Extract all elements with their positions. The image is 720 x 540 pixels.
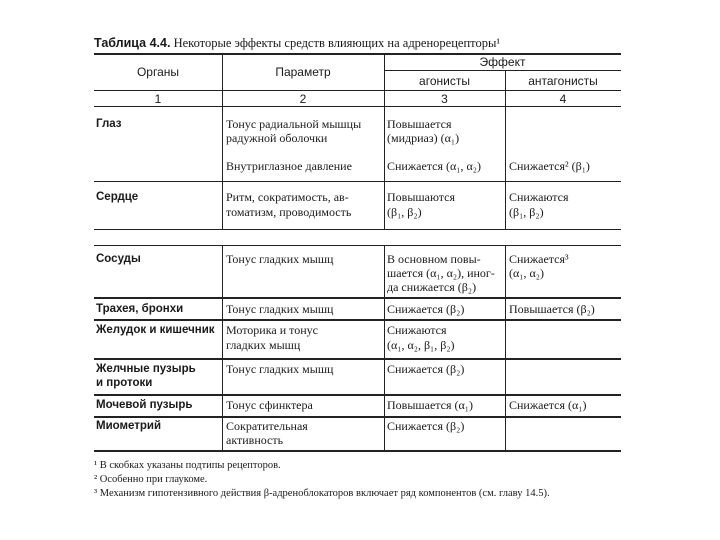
trachea-param: Тонус гладких мышц (226, 302, 334, 316)
organ-bladder: Мочевой пузырь (96, 399, 193, 411)
bladder-agonist: Повышается (α₁) (387, 398, 473, 412)
header-antagonists: антагонисты (528, 74, 598, 88)
footnote-2: ² Особенно при глаукоме. (94, 474, 208, 485)
organ-trachea: Трахея, бронхи (96, 303, 184, 315)
table-number: Таблица 4.4. (94, 36, 171, 50)
vessels-agonist-line-2: шается (α₁, α₂), иног- (387, 266, 495, 280)
organ-eye: Глаз (96, 118, 122, 130)
header-effect: Эффект (479, 55, 526, 69)
myometrium-param-line-2: активность (226, 433, 284, 447)
eye-antagonist-2: Снижается² (β₁) (509, 159, 590, 173)
column-number-2: 2 (299, 92, 307, 106)
column-number-1: 1 (154, 92, 162, 106)
table-caption: Некоторые эффекты средств влияющих на адренорецепторы¹ (173, 36, 501, 50)
eye-agonist-2: Снижается (α₁, α₂) (387, 159, 481, 173)
heart-param-line-1: Ритм, сократимость, ав- (226, 190, 349, 204)
footnote-1: ¹ В скобках указаны подтипы рецепторов. (94, 460, 281, 471)
myometrium-agonist: Снижается (β₂) (387, 419, 465, 433)
heart-antagonist-line-1: Снижаются (509, 190, 569, 204)
organ-stomach: Желудок и кишечник (96, 324, 215, 336)
gallbladder-param: Тонус гладких мышц (226, 362, 334, 376)
column-number-3: 3 (441, 92, 448, 106)
header-organs: Органы (136, 65, 180, 79)
myometrium-param-line-1: Сократительная (226, 419, 308, 433)
eye-agonist-1-line-1: Повышается (387, 117, 452, 131)
organ-gallbladder-line-2: и протоки (96, 377, 153, 389)
heart-agonist-line-1: Повышаются (387, 190, 456, 204)
upper-divider-2 (384, 106, 385, 230)
header-agonists: агонисты (419, 74, 470, 88)
trachea-antagonist: Повышается (β₂) (509, 302, 595, 316)
row-rule-myometrium (94, 450, 621, 452)
vessels-agonist-line-1: В основном повы- (387, 252, 481, 266)
header-rule (94, 90, 621, 91)
lower-block-top-rule (94, 245, 621, 246)
heart-agonist-line-2: (β₁, β₂) (387, 205, 422, 219)
organ-heart: Сердце (96, 191, 139, 203)
trachea-agonist: Снижается (β₂) (387, 302, 465, 316)
eye-param-1-line-1: Тонус радиальной мышцы (226, 117, 362, 131)
lower-divider-1 (222, 245, 223, 451)
table-title (94, 36, 500, 51)
row-rule-gallbladder (94, 394, 621, 396)
column-numbers-rule (94, 106, 621, 107)
vessels-agonist-line-3: да снижается (β₂) (387, 280, 477, 294)
stomach-agonist-line-1: Снижаются (387, 323, 447, 337)
row-rule-stomach (94, 358, 621, 360)
vessels-antagonist-line-1: Снижается³ (509, 252, 569, 266)
lower-divider-2 (384, 245, 385, 451)
eye-param-1-line-2: радужной оболочки (226, 131, 328, 145)
eye-agonist-1-line-2: (мидриаз) (α₁) (387, 131, 460, 145)
row-rule-trachea (94, 319, 621, 321)
column-number-4: 4 (559, 92, 567, 106)
header-parameter: Параметр (275, 65, 331, 79)
heart-antagonist-line-2: (β₁, β₂) (509, 205, 544, 219)
vessels-param: Тонус гладких мышц (226, 252, 334, 266)
stomach-param-line-1: Моторика и тонус (226, 323, 318, 337)
organ-myometrium: Миометрий (96, 420, 162, 432)
bladder-antagonist: Снижается (α₁) (509, 398, 587, 412)
eye-param-2: Внутриглазное давление (226, 159, 352, 173)
organ-vessels: Сосуды (96, 253, 141, 265)
heart-param-line-2: томатизм, проводимость (226, 205, 352, 219)
upper-divider-3 (505, 106, 506, 230)
organ-gallbladder-line-1: Желчные пузырь (96, 363, 196, 375)
lower-divider-3 (505, 245, 506, 451)
stomach-param-line-2: гладких мышц (226, 338, 301, 352)
row-rule-eye (94, 181, 621, 182)
gallbladder-agonist: Снижается (β₂) (387, 362, 465, 376)
effect-subheader-rule (384, 70, 621, 71)
row-rule-bladder (94, 416, 621, 418)
bladder-param: Тонус сфинктера (226, 398, 313, 412)
row-rule-heart (94, 229, 621, 230)
stomach-agonist-line-2: (α₁, α₂, β₁, β₂) (387, 338, 455, 352)
upper-divider-1 (222, 106, 223, 230)
vessels-antagonist-line-2: (α₁, α₂) (509, 266, 544, 280)
footnote-3: ³ Механизм гипотензивного действия β-адреноблокаторов включает ряд компонентов (см. главу 14.5). (94, 488, 550, 499)
row-rule-vessels (94, 297, 621, 299)
